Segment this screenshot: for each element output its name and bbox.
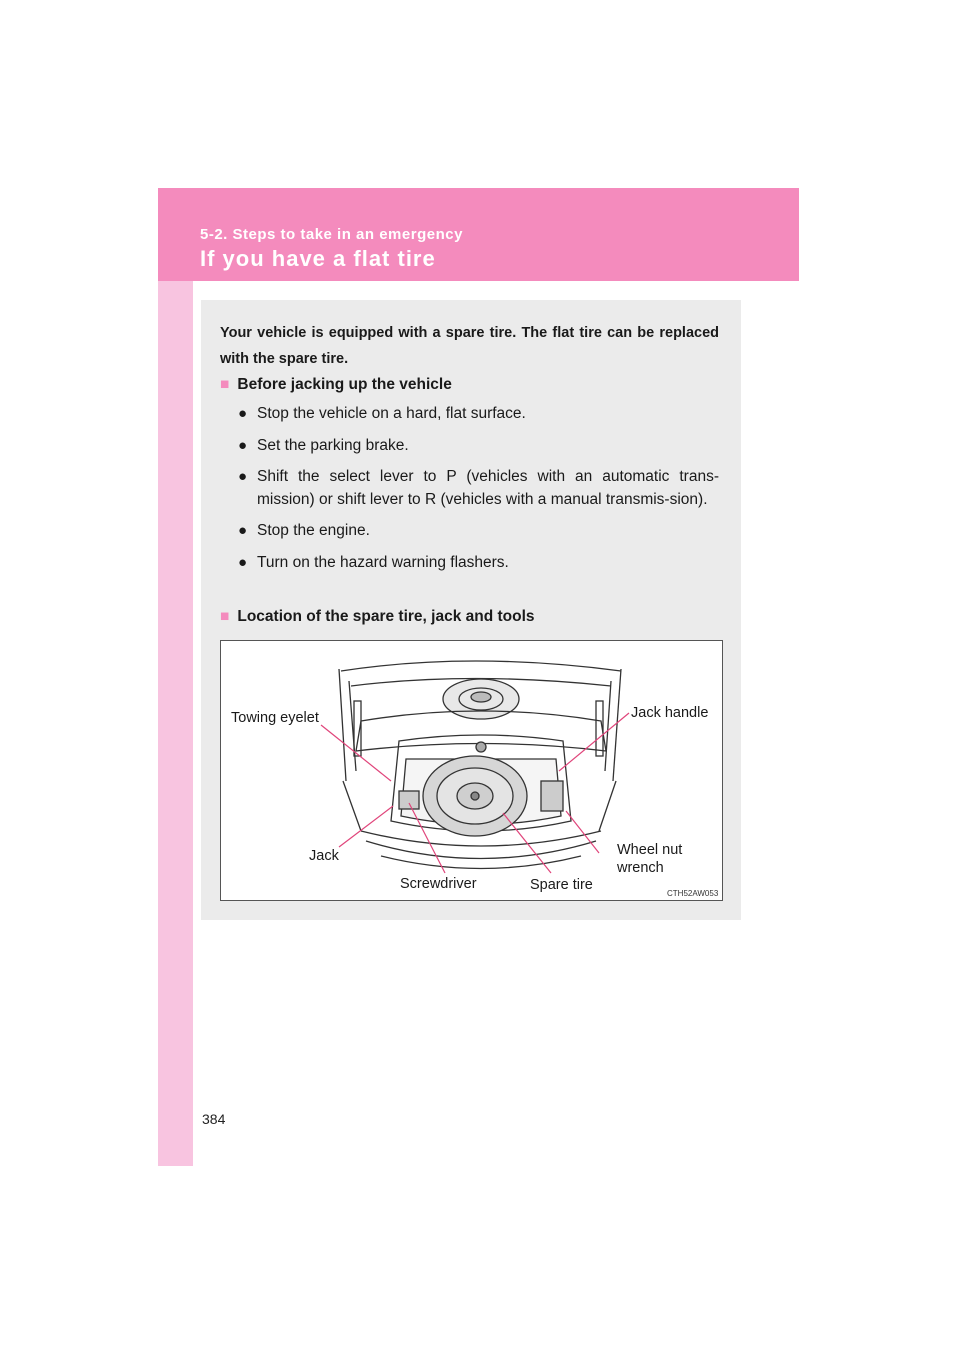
list-item bbox=[238, 520, 719, 543]
label-towing-eyelet: Towing eyelet bbox=[231, 710, 319, 726]
list-item-text: Shift the select lever to P (vehicles with an automatic trans-mission) or shift lever to R (vehicles with a manual transmis-sion). bbox=[257, 468, 719, 508]
circle-bullet-icon: ● bbox=[238, 436, 248, 454]
list-item-text: Turn on the hazard warning flashers. bbox=[257, 553, 509, 571]
trunk-diagram bbox=[221, 641, 724, 902]
before-jacking-list bbox=[238, 403, 719, 583]
list-item-text: Set the parking brake. bbox=[257, 436, 409, 454]
label-wheel-nut-wrench-line2: wrench bbox=[617, 860, 664, 876]
figure-code: CTH52AW053 bbox=[667, 889, 719, 898]
circle-bullet-icon: ● bbox=[238, 553, 248, 571]
page-number: 384 bbox=[202, 1111, 226, 1127]
label-jack-handle: Jack handle bbox=[631, 705, 709, 721]
trunk-illustration bbox=[220, 640, 723, 901]
circle-bullet-icon: ● bbox=[238, 522, 248, 539]
before-jacking-heading bbox=[220, 375, 452, 395]
circle-bullet-icon: ● bbox=[238, 405, 248, 422]
label-screwdriver: Screwdriver bbox=[400, 876, 477, 892]
list-item bbox=[238, 435, 719, 458]
label-jack: Jack bbox=[309, 848, 339, 864]
square-bullet-icon: ■ bbox=[220, 376, 230, 393]
side-tab-strip bbox=[158, 188, 193, 1166]
circle-bullet-icon: ● bbox=[238, 468, 248, 485]
intro-text: Your vehicle is equipped with a spare tire. The flat tire can be replaced with the spare tire. bbox=[220, 325, 719, 367]
location-heading-text: Location of the spare tire, jack and tools bbox=[237, 608, 535, 625]
list-item-text: Stop the vehicle on a hard, flat surface. bbox=[257, 405, 526, 422]
section-label: 5-2. Steps to take in an emergency bbox=[200, 226, 463, 243]
label-wheel-nut-wrench-line1: Wheel nut bbox=[617, 842, 683, 858]
list-item bbox=[238, 466, 719, 511]
list-item bbox=[238, 552, 719, 575]
before-jacking-heading-text: Before jacking up the vehicle bbox=[237, 376, 452, 393]
list-item-text: Stop the engine. bbox=[257, 522, 370, 539]
list-item bbox=[238, 403, 719, 426]
label-spare-tire: Spare tire bbox=[530, 877, 593, 893]
location-heading bbox=[220, 607, 535, 627]
square-bullet-icon: ■ bbox=[220, 608, 230, 625]
page-header bbox=[158, 188, 799, 281]
page-title: If you have a flat tire bbox=[200, 246, 436, 271]
